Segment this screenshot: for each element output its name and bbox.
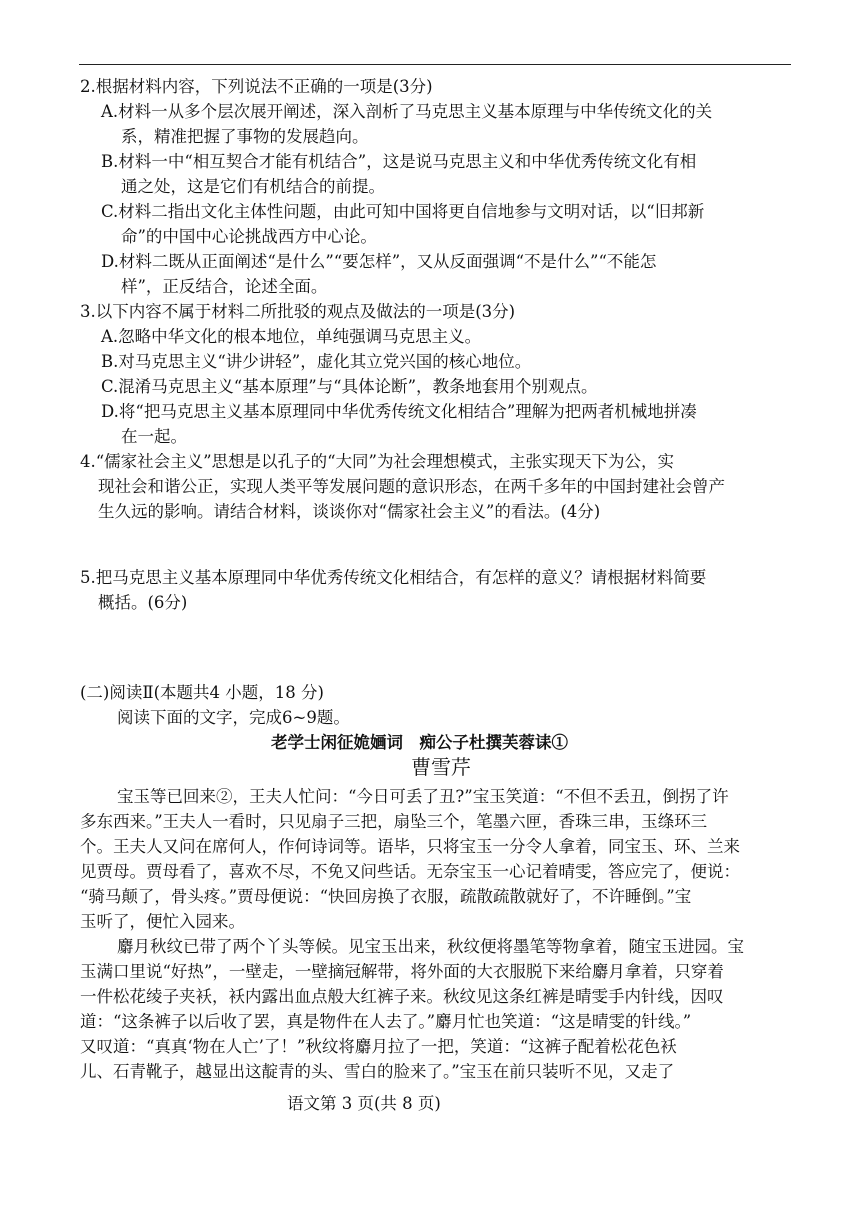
question-4-cont1: 现社会和谐公正，实现人类平等发展问题的意识形态，在两千多年的中国封建社会曾产 (98, 477, 725, 496)
passage-line: 宝玉等已回来②，王夫人忙问：“今日可丢了丑?”宝玉笑道：“不但不丢丑，倒拐了许 (117, 787, 729, 806)
option-2a: A.材料一从多个层次展开阐述，深入剖析了马克思主义基本原理与中华传统文化的关 (101, 102, 713, 121)
question-2: 2.根据材料内容，下列说法不正确的一项是(3分) (80, 77, 433, 96)
passage-line: “骑马颠了，骨头疼。”贾母便说：“快回房换了衣服，疏散疏散就好了，不许睡倒。”宝 (80, 887, 692, 906)
option-2b: B.材料一中“相互契合才能有机结合”，这是说马克思主义和中华优秀传统文化有相 (101, 152, 697, 171)
passage-line: 玉听了，便忙入园来。 (80, 912, 245, 931)
header-rule (79, 64, 791, 65)
option-2a-cont: 系，精准把握了事物的发展趋向。 (121, 127, 369, 146)
option-2b-cont: 通之处，这是它们有机结合的前提。 (121, 177, 385, 196)
option-3d: D.将“把马克思主义基本原理同中华优秀传统文化相结合”理解为把两者机械地拼凑 (101, 402, 697, 421)
passage-author: 曹雪芹 (411, 755, 471, 779)
question-4-cont2: 生久远的影响。请结合材料，谈谈你对“儒家社会主义”的看法。(4分) (98, 502, 601, 521)
question-4: 4.“儒家社会主义”思想是以孔子的“大同”为社会理想模式，主张实现天下为公，实 (80, 452, 674, 471)
passage-line: 麝月秋纹已带了两个丫头等候。见宝玉出来，秋纹便将墨笔等物拿着，随宝玉进园。宝 (117, 937, 744, 956)
option-2c-cont: 命”的中国中心论挑战西方中心论。 (121, 227, 377, 246)
page-footer: 语文第 3 页(共 8 页) (287, 1094, 441, 1113)
section-instruction: 阅读下面的文字，完成6~9题。 (117, 708, 350, 727)
option-3c: C.混淆马克思主义“基本原理”与“具体论断”，教条地套用个别观点。 (101, 377, 598, 396)
section-heading: (二)阅读Ⅱ(本题共4 小题，18 分) (80, 683, 324, 702)
passage-line: 一件松花绫子夹袄，袄内露出血点般大红裤子来。秋纹见这条红裤是晴雯手内针线，因叹 (80, 987, 724, 1006)
passage-line: 儿、石青靴子，越显出这靛青的头、雪白的脸来了。”宝玉在前只装听不见，又走了 (80, 1062, 675, 1081)
passage-line: 道：“这条裤子以后收了罢，真是物件在人去了。”麝月忙也笑道：“这是晴雯的针线。” (80, 1012, 692, 1031)
option-3a: A.忽略中华文化的根本地位，单纯强调马克思主义。 (101, 327, 482, 346)
option-2d-cont: 样”，正反结合，论述全面。 (121, 277, 328, 296)
passage-line: 多东西来。”王夫人一看时，只见扇子三把，扇坠三个，笔墨六匣，香珠三串，玉绦环三 (80, 812, 708, 831)
question-5: 5.把马克思主义基本原理同中华优秀传统文化相结合，有怎样的意义？请根据材料简要 (80, 568, 707, 587)
option-3b: B.对马克思主义“讲少讲轻”，虚化其立党兴国的核心地位。 (101, 352, 532, 371)
passage-line: 又叹道：“真真‘物在人亡’了！”秋纹将麝月拉了一把，笑道：“这裤子配着松花色袄 (80, 1037, 677, 1056)
passage-line: 个。王夫人又问在席何人，作何诗词等。语毕，只将宝玉一分令人拿着，同宝玉、环、兰来 (80, 837, 740, 856)
passage-line: 玉满口里说“好热”，一壁走，一壁摘冠解带，将外面的大衣服脱下来给麝月拿着，只穿着 (80, 962, 724, 981)
option-2d: D.材料二既从正面阐述“是什么”“要怎样”，又从反面强调“不是什么”“不能怎 (101, 252, 657, 271)
passage-title: 老学士闲征姽婳词 痴公子杜撰芙蓉诔① (271, 733, 568, 752)
question-3: 3.以下内容不属于材料二所批驳的观点及做法的一项是(3分) (80, 302, 516, 321)
option-2c: C.材料二指出文化主体性问题，由此可知中国将更自信地参与文明对话，以“旧邦新 (101, 202, 705, 221)
question-5-cont: 概括。(6分) (98, 593, 188, 612)
passage-line: 见贾母。贾母看了，喜欢不尽，不免又问些话。无奈宝玉一心记着晴雯，答应完了，便说： (80, 862, 740, 881)
option-3d-cont: 在一起。 (121, 427, 187, 446)
